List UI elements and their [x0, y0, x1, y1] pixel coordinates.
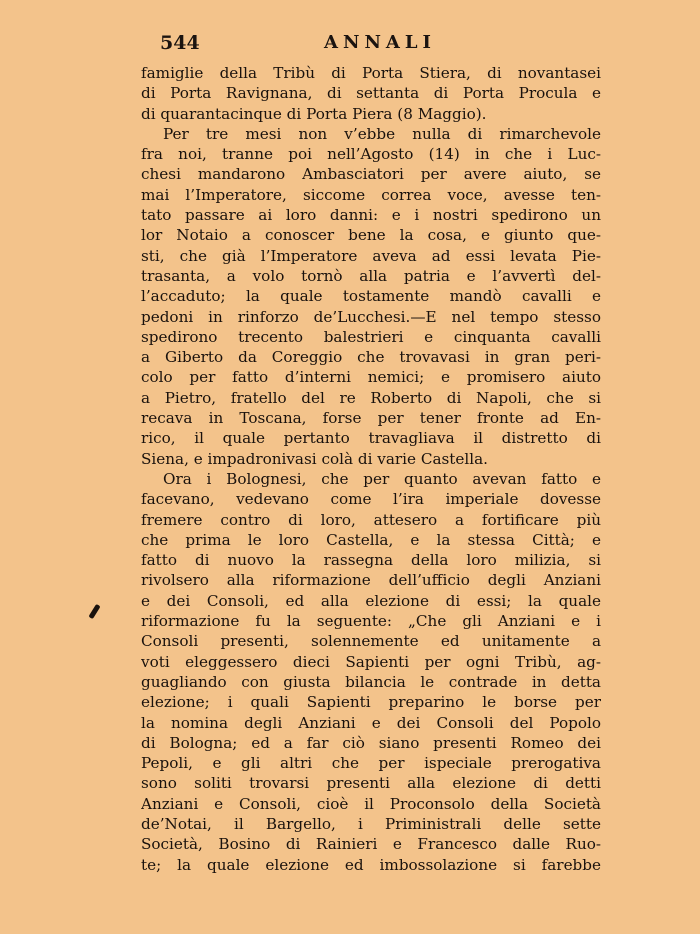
- text-line: Società, Bosino di Rainieri e Francesco dalle Ruo-: [141, 835, 601, 854]
- text-line: trasanta, a volo tornò alla patria e l’avvertì del-: [141, 266, 601, 285]
- text-line: pedoni in rinforzo de’Lucchesi.—E nel tempo stesso: [141, 307, 601, 326]
- text-line: di Bologna; ed a far ciò siano presenti Romeo dei: [141, 733, 601, 752]
- text-line: facevano, vedevano come l’ira imperiale dovesse: [141, 490, 601, 509]
- text-line: te; la quale elezione ed imbossolazione si farebbe: [141, 855, 601, 874]
- page-header: [160, 32, 600, 58]
- text-line: sti, che già l’Imperatore aveva ad essi levata Pie-: [141, 246, 601, 265]
- text-line: Anziani e Consoli, cioè il Proconsolo della Società: [141, 794, 601, 813]
- text-line: Pepoli, e gli altri che per ispeciale prerogativa: [141, 754, 601, 773]
- text-line: Ora i Bolognesi, che per quanto avevan fatto e: [163, 469, 601, 488]
- text-line: fatto di nuovo la rassegna della loro milizia, si: [141, 551, 601, 570]
- text-line: rico, il quale pertanto travagliava il distretto di: [141, 429, 601, 448]
- text-line: l’accaduto; la quale tostamente mandò cavalli e: [141, 287, 601, 306]
- text-line: rivolsero alla riformazione dell’ufficio degli Anziani: [141, 571, 601, 590]
- text-line: recava in Toscana, forse per tener fronte ad En-: [141, 409, 601, 428]
- text-line: chesi mandarono Ambasciatori per avere aiuto, se: [141, 165, 601, 184]
- running-title: ANNALI: [324, 32, 436, 53]
- text-line: di quarantacinque di Porta Piera (8 Maggio).: [141, 104, 487, 123]
- text-line: de’Notai, il Bargello, i Priministrali delle sette: [141, 814, 601, 833]
- text-line: che prima le loro Castella, e la stessa Città; e: [141, 530, 601, 549]
- text-line: di Porta Ravignana, di settanta di Porta Procula e: [141, 84, 601, 103]
- text-line: fra noi, tranne poi nell’Agosto (14) in che i Luc-: [141, 145, 601, 164]
- page-number: 544: [160, 32, 200, 54]
- text-line: voti eleggessero dieci Sapienti per ogni Tribù, ag-: [141, 652, 601, 671]
- text-line: fremere contro di loro, attesero a fortificare più: [141, 510, 601, 529]
- text-line: Per tre mesi non v’ebbe nulla di rimarchevole: [163, 124, 601, 143]
- text-line: famiglie della Tribù di Porta Stiera, di novantasei: [141, 64, 601, 82]
- body-text: [141, 63, 601, 875]
- text-line: lor Notaio a conoscer bene la cosa, e giunto que-: [141, 226, 601, 245]
- text-line: mai l’Imperatore, siccome correa voce, avesse ten-: [141, 185, 601, 204]
- text-line: la nomina degli Anziani e dei Consoli del Popolo: [141, 713, 601, 732]
- text-line: e dei Consoli, ed alla elezione di essi; la quale: [141, 591, 601, 610]
- text-line: guagliando con giusta bilancia le contrade in detta: [141, 672, 601, 691]
- text-line: Siena, e impadronivasi colà di varie Castella.: [141, 449, 488, 468]
- ink-mark: [88, 604, 100, 619]
- text-line: colo per fatto d’interni nemici; e promisero aiuto: [141, 368, 601, 387]
- text-line: riformazione fu la seguente: „Che gli Anziani e i: [141, 612, 601, 631]
- text-line: elezione; i quali Sapienti preparino le borse per: [141, 693, 601, 712]
- text-line: Consoli presenti, solennemente ed unitamente a: [141, 632, 601, 651]
- text-line: sono soliti trovarsi presenti alla elezione di detti: [141, 774, 601, 793]
- text-line: a Pietro, fratello del re Roberto di Napoli, che si: [141, 388, 601, 407]
- text-line: a Giberto da Coreggio che trovavasi in gran peri-: [141, 348, 601, 367]
- text-line: spedirono trecento balestrieri e cinquanta cavalli: [141, 327, 601, 346]
- text-line: tato passare ai loro danni: e i nostri spedirono un: [141, 206, 601, 225]
